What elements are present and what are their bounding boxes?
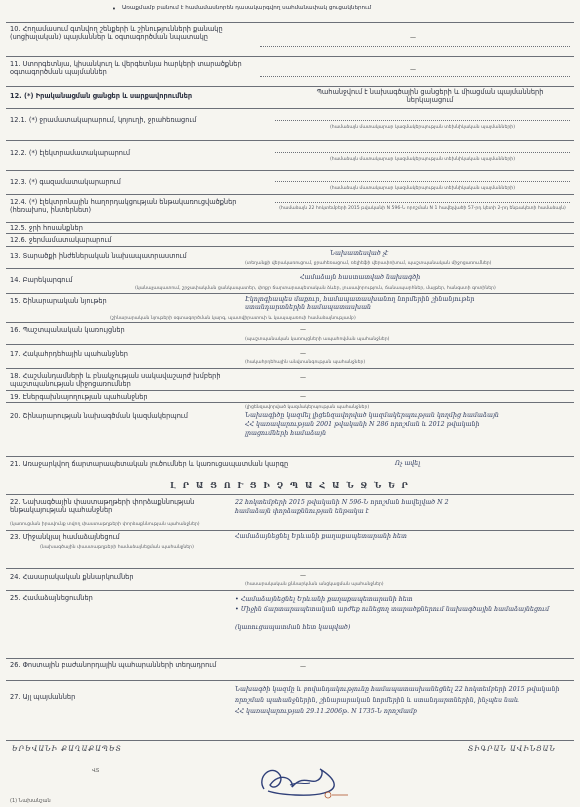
row-27-value-3: ՀՀ կառավարության 29.11.2006թ. N 1735-Ն որոշմամբ — [235, 708, 417, 715]
row-16-value: — — [300, 326, 306, 333]
row-12-value: Պահանջվում է նախագծային ցանցերի և միացման պայմանների ներկայացում — [316, 88, 544, 104]
row-15-note: (շինարարական նյութերի օգտագործման կարգ, պատվիրատուի և կապալառուի համաձայնությամբ) — [110, 316, 356, 321]
row-16-note: (պաշտպանական կառույցների ապահովման պահանջներ) — [245, 337, 390, 342]
row-19-value: — — [300, 393, 306, 400]
row-22-label: 22. Նախագծային փաստաթղթերի փորձաքննության ենթակայության պահանջներ — [10, 498, 195, 514]
row-divider — [6, 233, 574, 234]
bullet-mark: • — [112, 5, 116, 13]
row-24-note: (հասարակական քննարկման անցկացման պահանջներ) — [245, 582, 384, 587]
row-12-2-label: 12.2. (*) էլեկտրամատակարարում — [10, 149, 131, 157]
row-20-value: Նախագիծը կազմել լիցենզավորված կազմակերպության կողմից համաձայն — [245, 412, 499, 419]
row-20-label: 20. Շինարարության նախագծման կազմակերպում — [10, 412, 188, 420]
row-12-5-label: 12.5. ջրի հոսանքներ — [10, 224, 83, 232]
row-divider — [6, 740, 574, 741]
row-25-value: • Համաձայնեցնել Երևանի քաղաքապետարանի հետ — [235, 596, 413, 603]
row-27-value: Նախագծի կազմը և բովանդակությունը համապատասխանեցնել 22 հոկտեմբերի 2015 թվականի — [235, 686, 560, 693]
fill-line — [275, 181, 570, 182]
row-13-label: 13. Տարածքի ինժեներական նախապատրաստում — [10, 252, 187, 260]
row-divider — [6, 494, 574, 495]
row-13-value: Նախատեսված չէ — [330, 250, 389, 257]
row-12-4-label: 12.4. (*) էլեկտրոնային հաղորդակցության ենթակառուցվածքներ (հեռախոս, ինտերնետ) — [10, 198, 237, 214]
row-27-value-2: որոշման պահանջներին, շինարարական նորմերին և ստանդարտներին, ինչպես նաև — [235, 697, 519, 704]
row-20-value-3: լրացումների համաձայն — [245, 430, 327, 437]
fill-line — [260, 46, 570, 47]
row-11-label: 11. Ստորգետնյա, կիսանկուղ և վերգետնյա հարկերի տարածքներ օգտագործման պայմաններ — [10, 60, 242, 76]
row-24-label: 24. Հասարակական քննարկումներ — [10, 573, 134, 581]
row-21-value: Ոչ ավել — [395, 460, 421, 467]
row-divider — [6, 344, 574, 345]
row-15-label: 15. Շինարարական նյութեր — [10, 297, 107, 305]
row-22-value-2: համաձայն փորձաքննության ենթակա է — [235, 508, 369, 515]
row-11-value: — — [410, 66, 416, 73]
row-divider — [6, 680, 574, 681]
row-25-value-2: • Միջին ճարտարապետական արժեք ունեցող տարածքներում նախագծային համաձայնեցում — [235, 606, 550, 613]
row-23-value: Համաձայնեցնել Երևանի քաղաքապետարանի հետ — [235, 533, 407, 540]
row-12-label: 12. (*) Իրականացման ցանցեր և սարքավորումներ — [10, 92, 193, 100]
row-19-label: 19. Էներգախնայողության պահանջներ — [10, 393, 148, 401]
row-divider — [6, 268, 574, 269]
row-20-note: (լիցենզավորված կազմակերպության պահանջներ) — [245, 405, 370, 410]
row-25-label: 25. Համաձայնեցումներ — [10, 594, 93, 602]
fill-line — [260, 76, 570, 77]
fill-line — [275, 152, 570, 153]
row-26-label: 26. Փոստային բաժանորդային պահարանների տեղադրում — [10, 661, 217, 669]
row-divider — [6, 530, 574, 531]
row-17-note: (հակահրդեհային անվտանգության պահանջներ) — [245, 360, 366, 365]
row-21-label: 21. Առաջարկվող ճարտարապետական լուծումներ և կառուցապատման կարգը — [10, 460, 289, 468]
row-divider — [6, 293, 574, 294]
row-18-value: — — [300, 374, 306, 381]
handwritten-signature — [250, 755, 360, 805]
row-24-value: — — [300, 572, 306, 579]
row-divider — [6, 22, 574, 23]
row-22-value: 22 հոկտեմբերի 2015 թվականի N 596-Ն որոշման հավելված N 2 — [235, 499, 449, 506]
row-14-value: Համաձայն հաստատված նախագծի — [300, 274, 421, 281]
row-divider — [6, 108, 574, 109]
row-22-note: (կառուցման իրավունք տվող փաստաթղթերի փորձաքննության պահանջներ) — [10, 522, 200, 527]
row-divider — [6, 246, 574, 247]
row-12-1-note: (համաձայն մատակարար կազմակերպության տեխնիկական պայմանների) — [329, 125, 515, 130]
row-16-label: 16. Պաշտպանական կառույցներ — [10, 326, 125, 334]
footer-note: (1) Նախանշան — [10, 798, 51, 804]
row-divider — [6, 322, 574, 323]
top-note: Առաքմամբ բանում է համամասնորեն դասակարգվող սահմանափակ ցուցակներում — [122, 5, 372, 11]
row-18-label: 18. Հաշմանդամների և բնակչության սակավաշարժ խմբերի պաշտպանության միջոցառումներ — [10, 372, 221, 388]
row-12-2-note: (համաձայն մատակարար կազմակերպության տեխնիկական պայմանների) — [329, 157, 515, 162]
row-12-3-note: (համաձայն մատակարար կազմակերպության տեխնիկական պայմանների) — [329, 186, 515, 191]
row-23-label: 23. Միջանկյալ համաձայնեցում — [10, 533, 120, 541]
row-12-1-label: 12.1. (*) ջրամատակարարում, կոյուղի, ջրահեռացում — [10, 116, 197, 124]
row-divider — [6, 368, 574, 369]
row-divider — [6, 658, 574, 659]
row-17-value: — — [300, 350, 306, 357]
row-12-4-note: (համաձայն 22 հոկտեմբերի 2015 թվականի N 596-Ն որոշման N 1 հավելվածի 57-րդ կետի 2-րդ ենթակետի համաձայն) — [279, 206, 566, 211]
row-divider — [6, 590, 574, 591]
row-divider — [6, 390, 574, 391]
row-divider — [6, 222, 574, 223]
row-10-label: 10. Հողամասում գտնվող շենքերի և շինությունների քանակը (սոցիալական) պայմաններ և օգտագործման նպատակը — [10, 25, 223, 41]
row-divider — [6, 140, 574, 141]
row-10-value: — — [410, 34, 416, 41]
fill-line — [275, 202, 570, 203]
row-23-note: (նախագծային փաստաթղթերի համաձայնեցման պահանջներ) — [40, 545, 194, 550]
row-15-value-2: ստանդարտներին համապատասխան — [245, 304, 372, 311]
row-12-3-label: 12.3. (*) գազամատակարարում — [10, 178, 121, 186]
row-27-label: 27. Այլ պայմաններ — [10, 693, 76, 701]
section-title: Լ Ր Ա Ց Ո Ւ Ց Ի Չ Պ Ա Հ Ա Ն Ջ Ն Ե Ր — [170, 480, 410, 490]
row-12-6-label: 12.6. ջերմամատակարարում — [10, 236, 112, 244]
signatory-title: ԵՐԵՎԱՆԻ ՔԱՂԱՔԱՊԵՏ — [12, 745, 122, 753]
fill-line — [275, 120, 570, 121]
row-divider — [6, 170, 574, 171]
signatory-initials: ՎՏ — [92, 768, 100, 774]
row-divider — [6, 402, 574, 403]
row-divider — [6, 56, 574, 57]
row-divider — [6, 456, 574, 457]
row-divider — [6, 194, 574, 195]
row-divider — [6, 568, 574, 569]
row-13-note: (տեղանքի վերակառուցում, ջրահեռացում, ռելիեֆի վերափոխում, պաշտպանական միջոցառումներ) — [245, 261, 492, 266]
row-26-value: — — [300, 663, 306, 670]
row-15-value: Էկոլոգիապես մաքուր, համապատասխանող նորմերին շինանյութեր — [245, 296, 475, 303]
row-17-label: 17. Հակահրդեհային պահանջներ — [10, 350, 128, 358]
signatory-name: ՏԻԳՐԱՆ ԱՎԻՆՅԱՆ — [468, 745, 556, 753]
row-25-value-3: (կառուցապատման հետ կապված) — [235, 624, 351, 631]
row-14-label: 14. Բարեկարգում — [10, 276, 73, 284]
row-20-value-2: ՀՀ կառավարության 2001 թվականի N 286 որոշման և 2012 թվականի — [245, 421, 480, 428]
row-14-note: (կանաչապատում, շրջափակման ցանկապատեր, փոքր ճարտարապետական ձևեր, լուսավորություն, ճանապարհներ, մայթեր, հանգստի գոտիներ) — [135, 286, 496, 291]
row-divider — [6, 86, 574, 87]
